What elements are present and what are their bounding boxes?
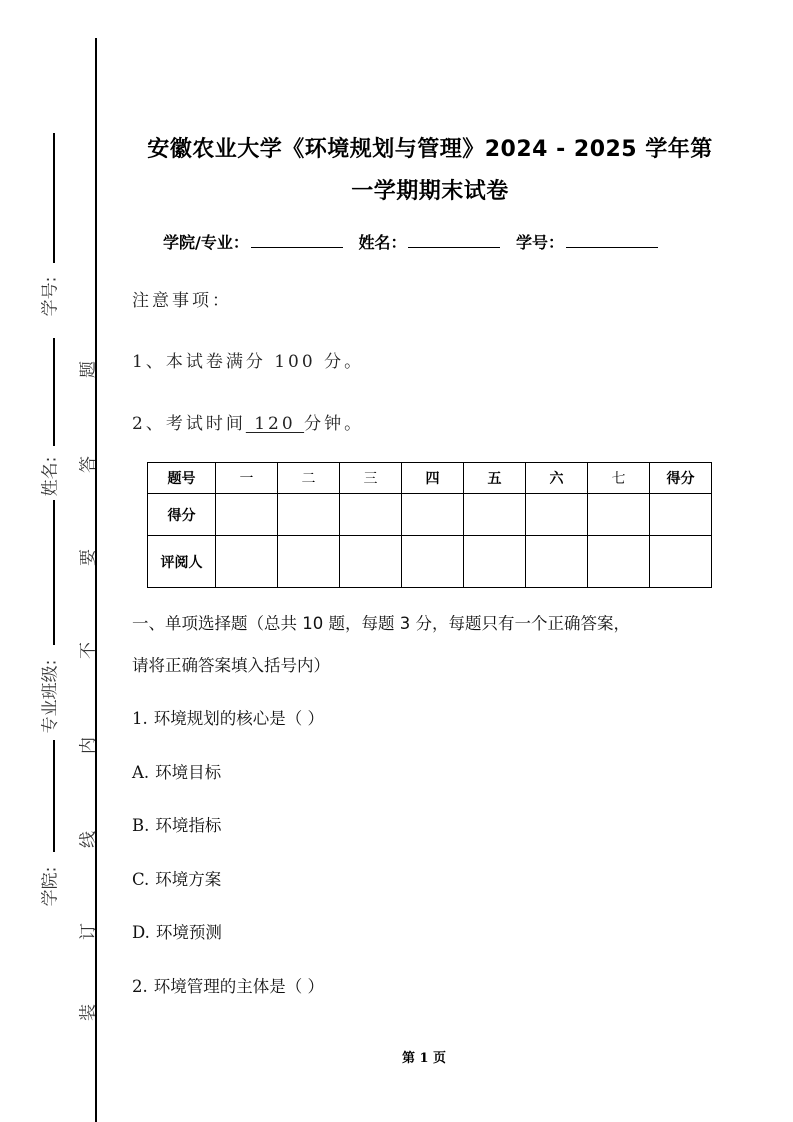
name-underline [53,338,55,446]
reviewer-cell[interactable] [588,536,650,588]
score-cell[interactable] [526,494,588,536]
score-cell[interactable] [464,494,526,536]
notice-item-2-suffix: 分钟。 [304,414,365,434]
row-label: 得分 [148,494,216,536]
question-number: 2. [132,977,148,996]
exam-duration-value: 120 [245,414,305,434]
binding-line [95,38,97,1122]
score-cell[interactable] [278,494,340,536]
option-a[interactable] [132,759,221,783]
student-id-underline [53,133,55,263]
option-d[interactable] [132,919,222,943]
seal-char: 内 [78,737,99,754]
class-underline-top [53,500,55,645]
college-margin-label: 学院: [40,866,61,907]
question-text: 环境规划的核心是（ ） [153,709,324,728]
option-letter: D. [132,923,150,942]
reviewer-cell[interactable] [216,536,278,588]
header-cell: 题号 [148,463,216,494]
option-text: 环境指标 [155,816,222,835]
option-text: 环境方案 [155,870,222,889]
reviewer-cell[interactable] [650,536,712,588]
score-cell[interactable] [340,494,402,536]
question-number: 1. [132,709,148,728]
question-1 [132,705,324,729]
score-cell[interactable] [402,494,464,536]
header-cell: 七 [588,463,650,494]
option-letter: B. [132,816,150,835]
option-c[interactable] [132,866,221,890]
seal-char: 答 [78,456,99,473]
name-blank[interactable] [408,233,500,248]
exam-title-line2: 一学期期末试卷 [351,179,509,204]
header-cell: 四 [402,463,464,494]
header-cell: 二 [278,463,340,494]
option-text: 环境目标 [155,763,222,782]
row-label: 评阅人 [148,536,216,588]
notice-item-2 [132,409,364,434]
notice-heading: 注意事项： [132,291,232,311]
header-cell: 六 [526,463,588,494]
college-major-label: 学院/专业： [163,233,249,252]
notice-item-1: 1、本试卷满分 100 分。 [132,352,365,372]
exam-title-line1: 安徽农业大学《环境规划与管理》2024 - 2025 学年第 [147,137,713,162]
student-id-label: 学号： [516,233,565,252]
notice-item-2-prefix: 2、考试时间 [132,414,246,434]
seal-char: 题 [78,361,99,378]
score-cell[interactable] [650,494,712,536]
page-number: 第 1 页 [401,1051,447,1066]
score-cell[interactable] [588,494,650,536]
header-cell: 一 [216,463,278,494]
question-2 [132,973,324,997]
seal-char: 不 [78,642,99,659]
class-underline [53,740,55,852]
student-id-blank[interactable] [566,233,658,248]
seal-char: 线 [78,831,99,848]
name-label: 姓名： [358,233,407,252]
header-cell: 五 [464,463,526,494]
student-info-line [163,230,668,253]
score-table-row [148,536,712,588]
option-letter: C. [132,870,150,889]
reviewer-cell[interactable] [464,536,526,588]
header-cell: 得分 [650,463,712,494]
header-cell: 三 [340,463,402,494]
seal-char: 要 [78,549,99,566]
score-cell[interactable] [216,494,278,536]
question-text: 环境管理的主体是（ ） [153,977,324,996]
option-text: 环境预测 [155,923,222,942]
college-major-blank[interactable] [251,233,343,248]
score-table [147,462,712,588]
reviewer-cell[interactable] [526,536,588,588]
student-id-margin-label: 学号: [40,276,61,317]
reviewer-cell[interactable] [340,536,402,588]
reviewer-cell[interactable] [402,536,464,588]
score-table-header-row [148,463,712,494]
reviewer-cell[interactable] [278,536,340,588]
seal-char: 装 [78,1004,99,1021]
major-class-margin-label: 专业班级: [40,659,61,734]
option-b[interactable] [132,812,221,836]
option-letter: A. [132,763,150,782]
section-1-heading: 一、单项选择题（总共 10 题，每题 3 分，每题只有一个正确答案， [132,614,630,633]
name-margin-label: 姓名: [40,456,61,497]
section-1-instructions: 请将正确答案填入括号内） [132,656,330,675]
score-table-row [148,494,712,536]
seal-char: 订 [78,923,99,940]
